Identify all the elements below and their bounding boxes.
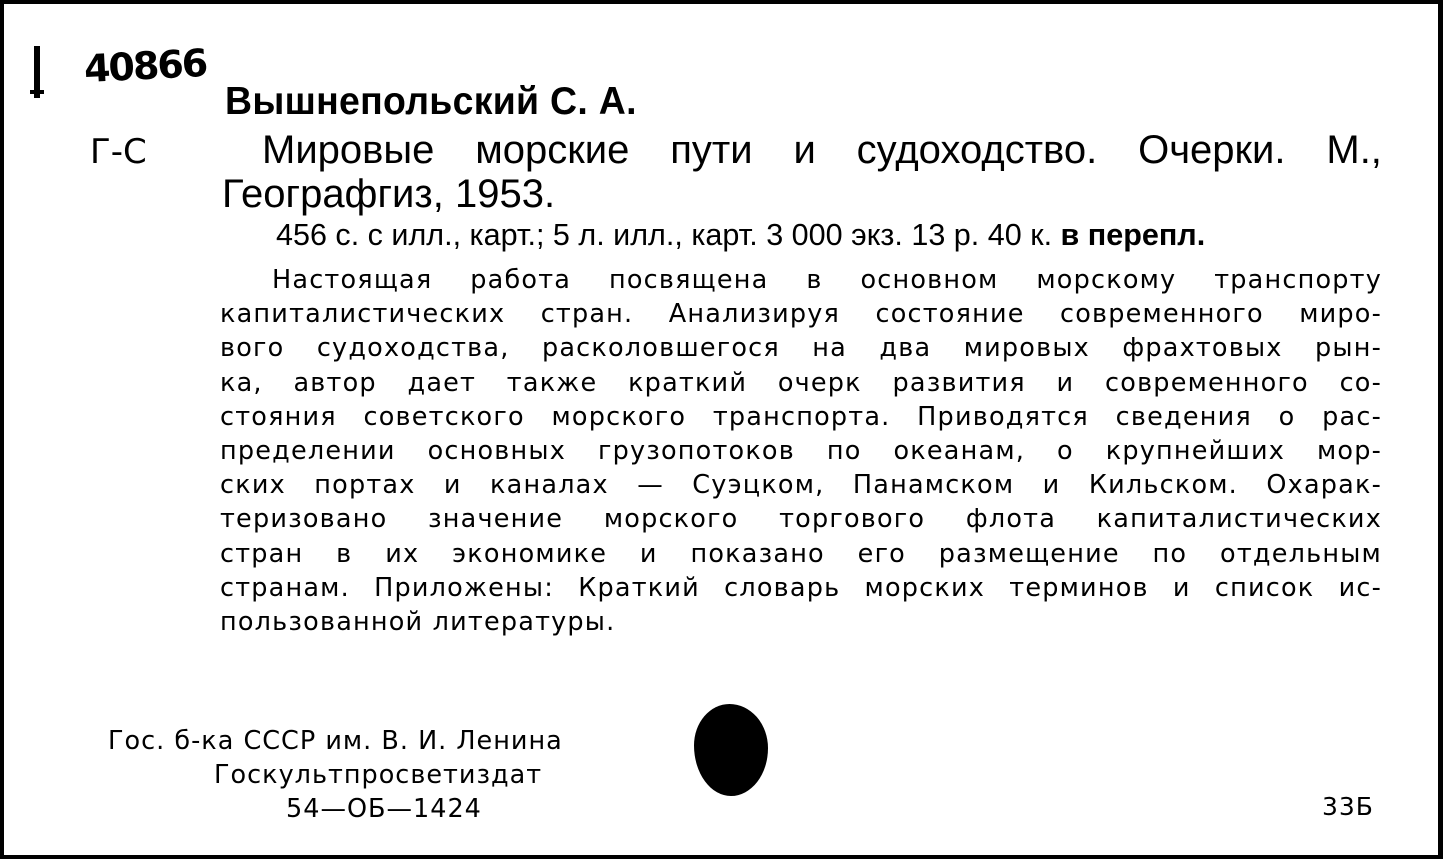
punch-hole (694, 704, 768, 796)
binding-note: в перепл. (1060, 217, 1206, 252)
title-word: судоходство. (856, 128, 1098, 172)
handwritten-inventory-number: 40866 (82, 40, 208, 92)
annotation-line: стояния советского морского транспорта. Приводятся сведения о рас- (220, 401, 1382, 432)
annotation-line: пользованной литературы. (220, 607, 616, 638)
annotation (220, 263, 1382, 639)
imprint-line: Географгиз, 1953. (222, 172, 556, 216)
annotation-line: капиталистических стран. Анализируя состояние современного миро- (220, 299, 1382, 330)
collation-text: 456 с. с илл., карт.; 5 л. илл., карт. 3 000 экз. 13 р. 40 к. (276, 217, 1061, 252)
title-word: морские (475, 128, 630, 172)
title-block (222, 128, 1382, 216)
collation-line (276, 215, 1365, 255)
annotation-line: странам. Приложены: Краткий словарь морских терминов и список ис- (220, 572, 1382, 603)
title-word: М., (1326, 128, 1382, 172)
author-heading: Вышнепольский С. А. (225, 80, 637, 123)
annotation-line: вого судоходства, расколовшегося на два мировых фрахтовых рын- (220, 333, 1382, 364)
annotation-line: стран в их экономике и показано его размещение по отдельным (220, 538, 1382, 569)
library-imprint (108, 724, 563, 826)
title-word: Очерки. (1138, 128, 1286, 172)
annotation-line: пределении основных грузопотоков по океанам, о крупнейших мор- (220, 436, 1382, 467)
library-name: Гос. б-ка СССР им. В. И. Ленина (108, 726, 563, 756)
shelf-code: Г-С (90, 132, 147, 172)
title-word: Мировые (262, 128, 435, 172)
order-number: 54—ОБ—1424 (286, 794, 482, 824)
annotation-line: ских портах и каналах — Суэцком, Панамском и Кильском. Охарак- (220, 470, 1382, 501)
annotation-line: Настоящая работа посвящена в основном морскому транспорту (272, 265, 1382, 295)
title-word: пути (670, 128, 753, 172)
annotation-line: теризовано значение морского торгового флота капиталистических (220, 504, 1382, 535)
card-code: 33Б (1322, 792, 1374, 821)
title-word: и (793, 128, 816, 172)
annotation-line: ка, автор дает также краткий очерк развития и современного со- (220, 367, 1382, 398)
margin-mark (34, 46, 40, 98)
title-line (222, 128, 1382, 172)
publisher-name: Госкультпросветиздат (214, 760, 543, 790)
